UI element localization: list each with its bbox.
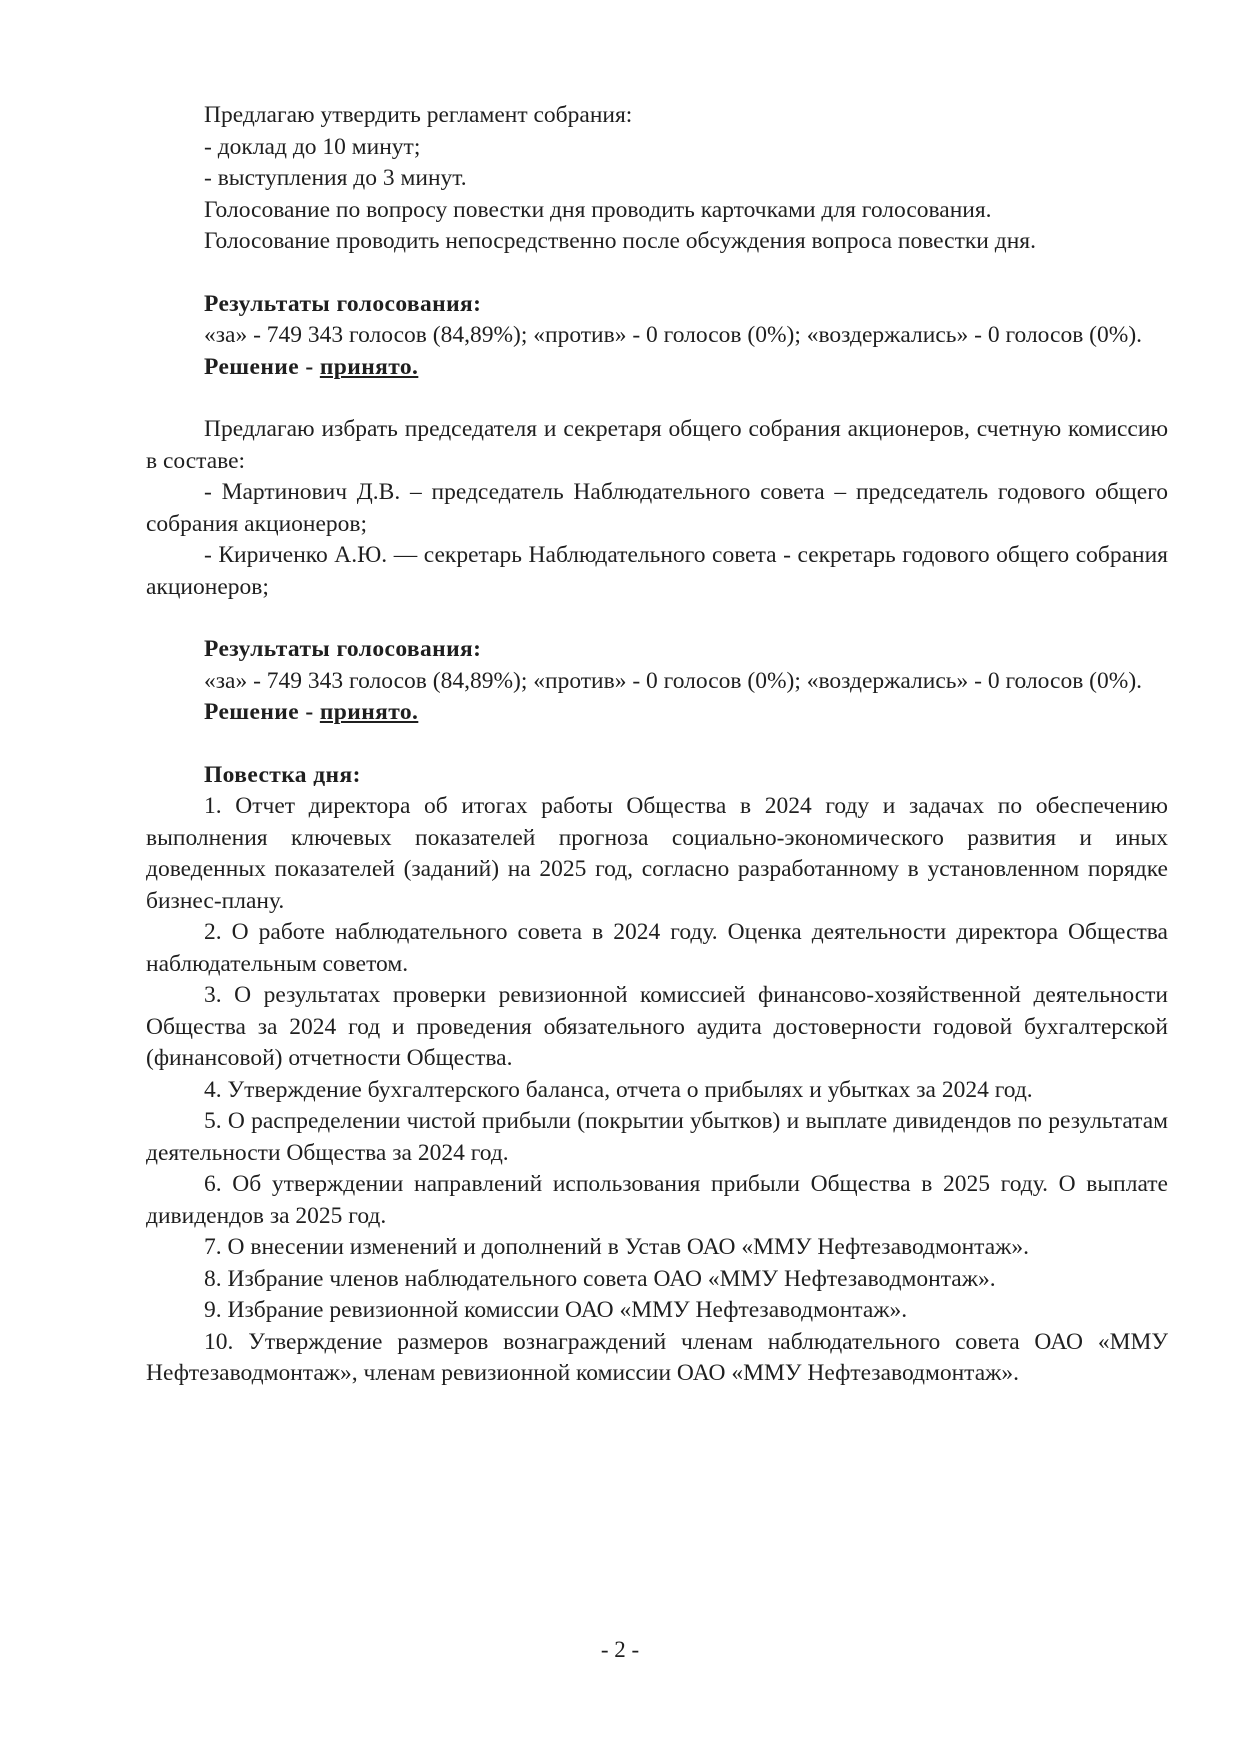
spacer xyxy=(146,383,1168,414)
election-secretary: - Кириченко А.Ю. — секретарь Наблюдательного совета - секретарь годового общего собрания акционеров; xyxy=(146,542,1168,600)
agenda-item: 3. О результатах проверки ревизионной комиссией финансово-хозяйственной деятельности Общества за 2024 год и проведения обязательного аудита достоверности годовой бухгалтерской (финансовой) отчетности Общества. xyxy=(146,982,1168,1071)
reglament-intro: Предлагаю утвердить регламент собрания: xyxy=(204,102,633,128)
spacer xyxy=(146,603,1168,634)
reglament-item-speech: - выступления до 3 минут. xyxy=(204,165,467,191)
vote2-decision-value: принято. xyxy=(319,699,419,725)
vote2-decision xyxy=(146,697,1168,729)
spacer xyxy=(146,729,1168,760)
agenda-item: 1. Отчет директора об итогах работы Общества в 2024 году и задачах по обеспечению выполнения ключевых показателей прогноза социально-экономического развития и иных доведенных показателей (заданий) на 2025 год, согласно разработанному в установленном порядке бизнес-плану. xyxy=(146,793,1168,914)
vote1-results: «за» - 749 343 голосов (84,89%); «против» - 0 голосов (0%); «воздержались» - 0 голосов (0%). xyxy=(204,322,1143,348)
agenda-item: 7. О внесении изменений и дополнений в Устав ОАО «ММУ Нефтезаводмонтаж». xyxy=(204,1234,1030,1260)
agenda-item: 4. Утверждение бухгалтерского баланса, отчета о прибылях и убытках за 2024 год. xyxy=(204,1076,1033,1103)
vote1-title: Результаты голосования: xyxy=(204,290,482,317)
agenda-title: Повестка дня: xyxy=(204,761,361,788)
vote2-decision-label: Решение - xyxy=(204,699,320,725)
reglament-voting-method: Голосование по вопросу повестки дня проводить карточками для голосования. xyxy=(204,196,992,223)
agenda-item: 8. Избрание членов наблюдательного совета ОАО «ММУ Нефтезаводмонтаж». xyxy=(204,1265,996,1292)
agenda-item: 2. О работе наблюдательного совета в 2024 году. Оценка деятельности директора Общества наблюдательным советом. xyxy=(146,919,1168,977)
vote2-title: Результаты голосования: xyxy=(204,636,482,662)
page-number: - 2 - xyxy=(600,1637,640,1662)
agenda-item: 6. Об утверждении направлений использования прибыли Общества в 2025 году. О выплате дивидендов за 2025 год. xyxy=(146,1171,1168,1229)
agenda-item: 10. Утверждение размеров вознаграждений членам наблюдательного совета ОАО «ММУ Нефтезаводмонтаж», членам ревизионной комиссии ОАО «ММУ Нефтезаводмонтаж». xyxy=(146,1328,1168,1386)
election-chair: - Мартинович Д.В. – председатель Наблюдательного совета – председатель годового общего собрания акционеров; xyxy=(146,479,1168,537)
vote1-decision-label: Решение - xyxy=(204,353,320,380)
agenda-item: 9. Избрание ревизионной комиссии ОАО «ММУ Нефтезаводмонтаж». xyxy=(204,1297,908,1323)
document-body xyxy=(146,100,1168,1390)
vote2-results: «за» - 749 343 голосов (84,89%); «против» - 0 голосов (0%); «воздержались» - 0 голосов (0%). xyxy=(204,667,1143,694)
reglament-voting-time: Голосование проводить непосредственно после обсуждения вопроса повестки дня. xyxy=(204,228,1036,254)
vote1-decision-value: принято. xyxy=(319,353,419,380)
spacer xyxy=(146,258,1168,289)
agenda-item: 5. О распределении чистой прибыли (покрытии убытков) и выплате дивидендов по результатам деятельности Общества за 2024 год. xyxy=(146,1108,1168,1166)
election-intro: Предлагаю избрать председателя и секретаря общего собрания акционеров, счетную комиссию в составе: xyxy=(146,416,1168,474)
vote1-decision xyxy=(146,352,1168,384)
reglament-item-report: - доклад до 10 минут; xyxy=(204,133,421,160)
